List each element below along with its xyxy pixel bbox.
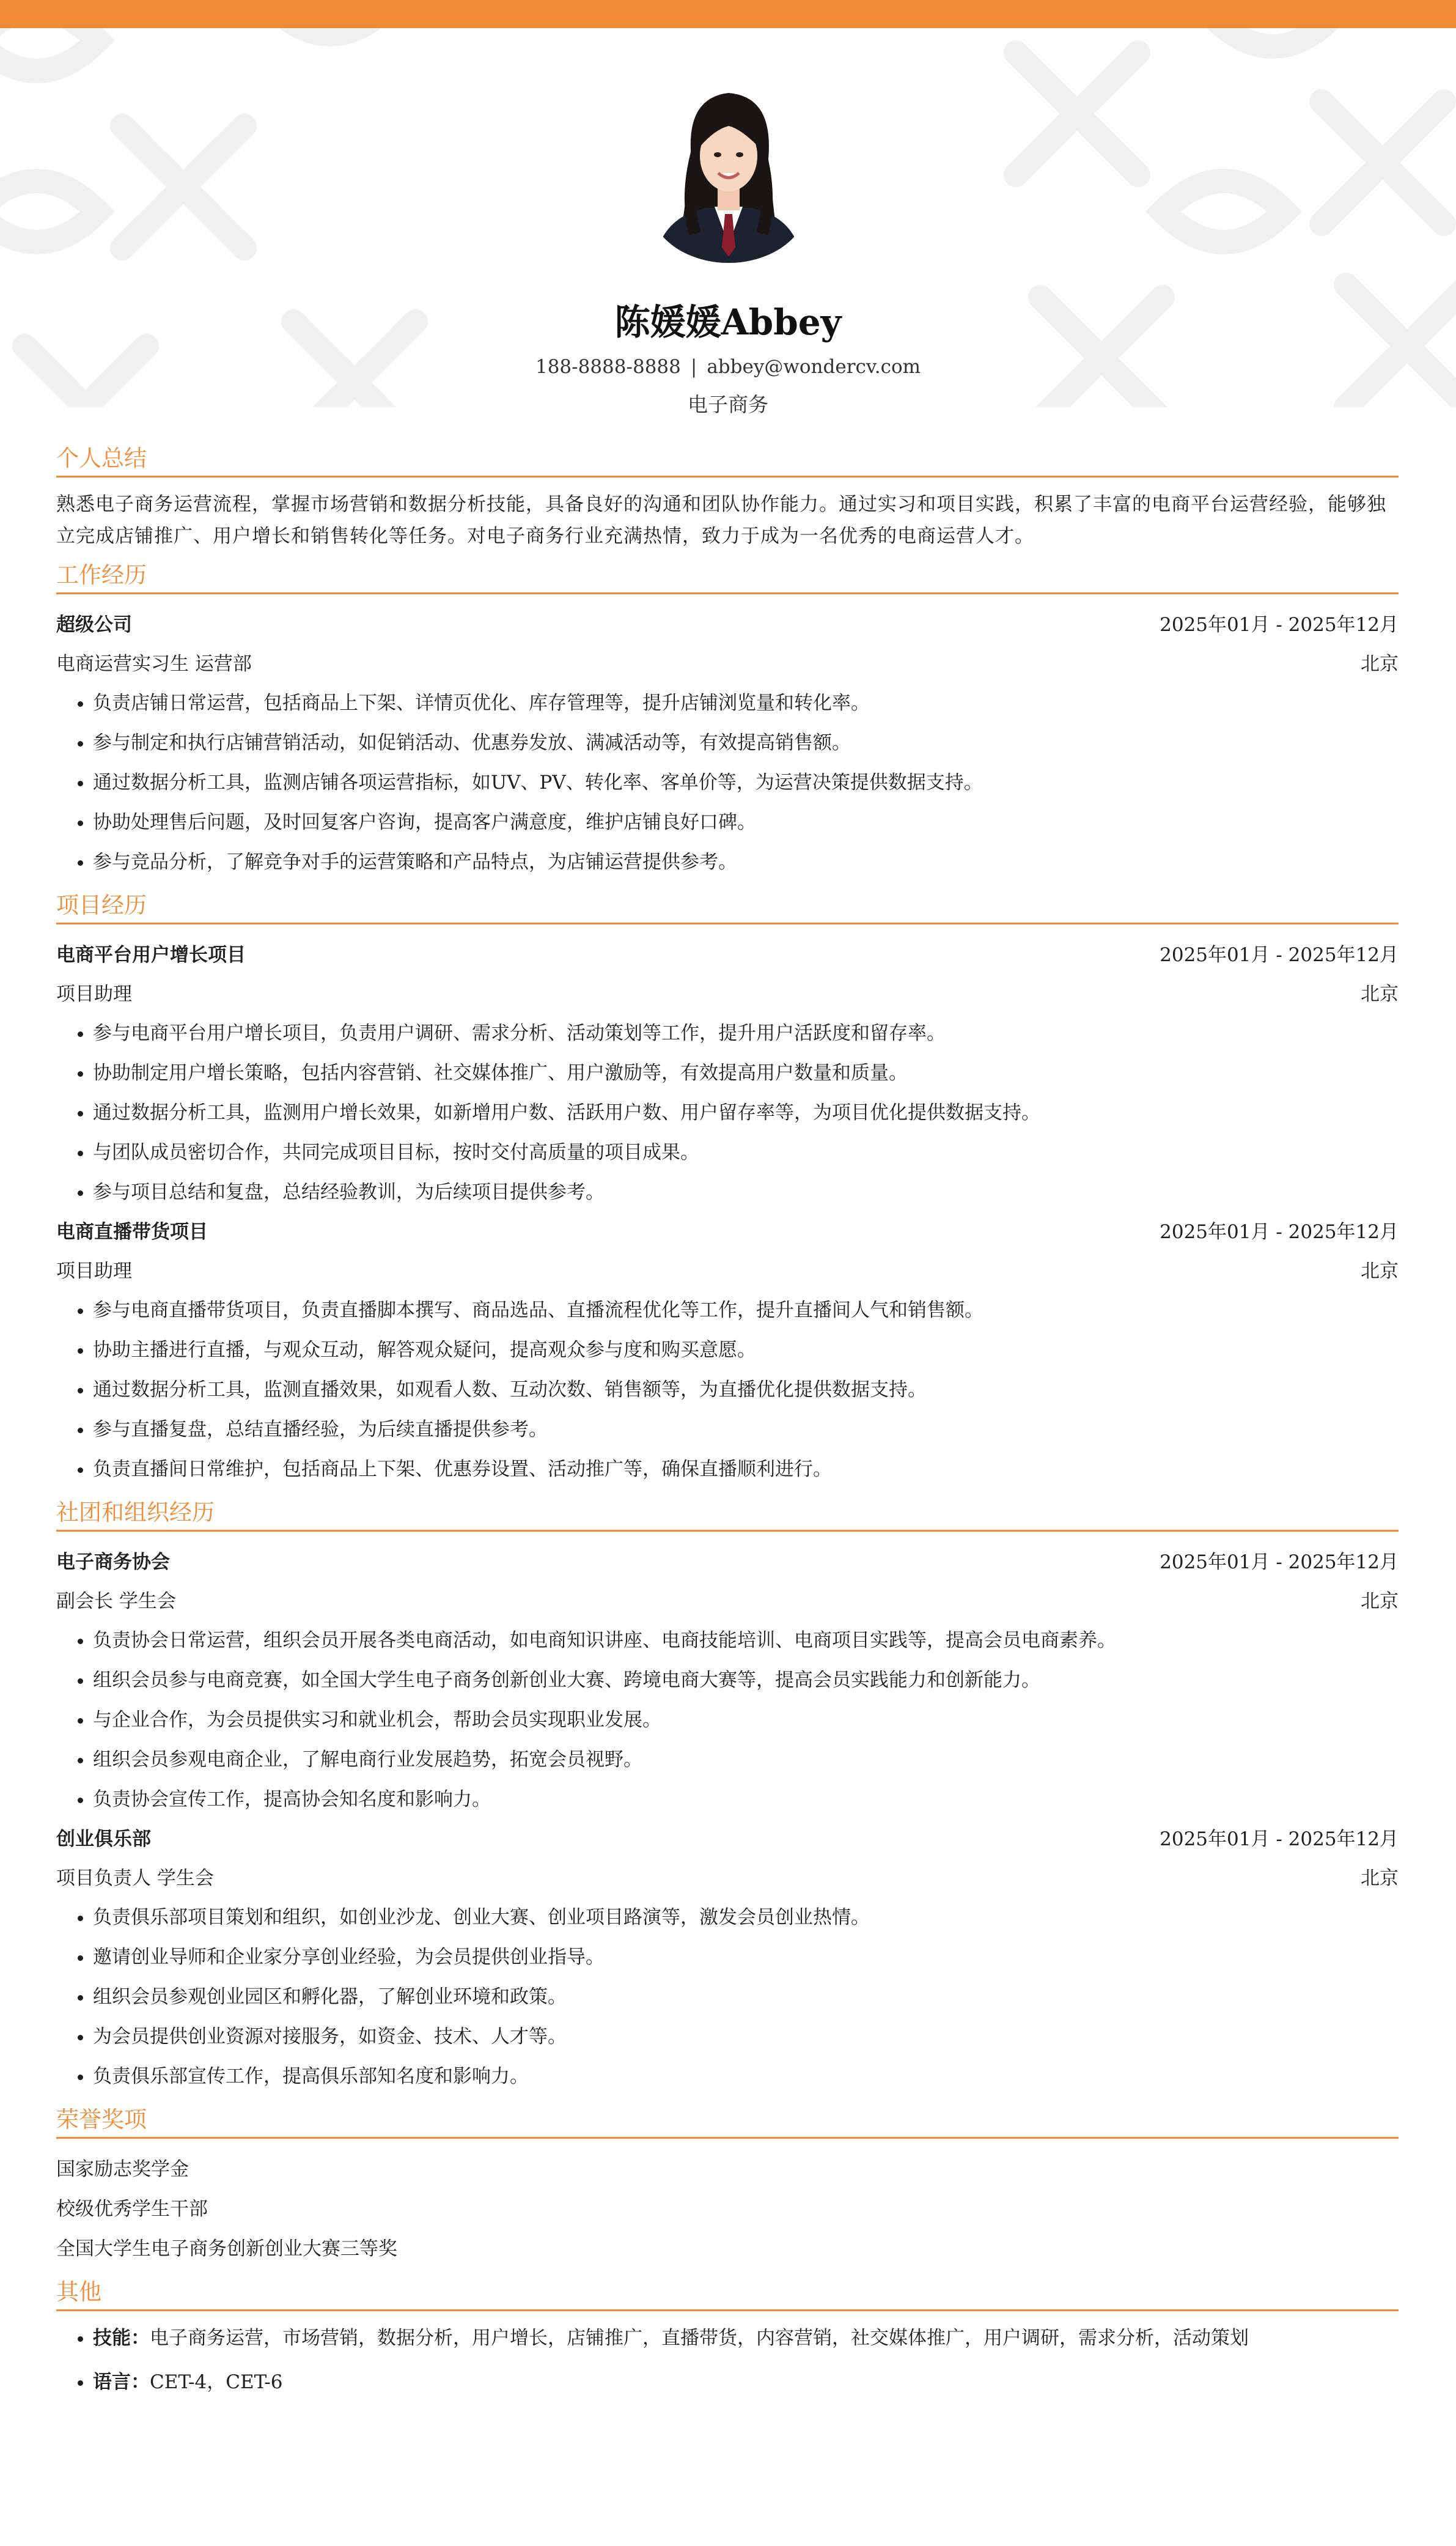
other-list bbox=[56, 2322, 1399, 2398]
work-entry bbox=[56, 605, 1399, 882]
bullet-item: • 为会员提供创业资源对接服务，如资金、技术、人才等。 bbox=[93, 2017, 1399, 2057]
resume-header bbox=[0, 0, 1456, 428]
bullet-item: • 与团队成员密切合作，共同完成项目目标，按时交付高质量的项目成果。 bbox=[93, 1133, 1399, 1173]
summary-text: 熟悉电子商务运营流程，掌握市场营销和数据分析技能，具备良好的沟通和团队协作能力。通过实习和项目实践，积累了丰富的电商平台运营经验，能够独立完成店铺推广、用户增长和销售转化等任务。对电子商务行业充满热情，致力于成为一名优秀的电商运营人才。 bbox=[56, 493, 1386, 547]
bullet-item: • 负责协会日常运营，组织会员开展各类电商活动，如电商知识讲座、电商技能培训、电商项目实践等，提高会员电商素养。 bbox=[93, 1621, 1399, 1661]
language-item bbox=[93, 2366, 1399, 2398]
awards-list bbox=[56, 2150, 1399, 2269]
bullet-item: • 负责俱乐部宣传工作，提高俱乐部知名度和影响力。 bbox=[93, 2057, 1399, 2097]
bullet-item: • 参与电商平台用户增长项目，负责用户调研、需求分析、活动策划等工作，提升用户活跃度和留存率。 bbox=[93, 1014, 1399, 1053]
project-entry bbox=[56, 1212, 1399, 1489]
entry-location: 北京 bbox=[1361, 983, 1399, 1005]
bullet-item: • 负责俱乐部项目策划和组织，如创业沙龙、创业大赛、创业项目路演等，激发会员创业热情。 bbox=[93, 1898, 1399, 1938]
award-item: 校级优秀学生干部 bbox=[56, 2198, 208, 2220]
bullet-item: • 协助处理售后问题，及时回复客户咨询，提高客户满意度，维护店铺良好口碑。 bbox=[93, 803, 1399, 843]
section-title-awards: 荣誉奖项 bbox=[56, 2103, 1399, 2139]
entry-date: 2025年01月 - 2025年12月 bbox=[1160, 1551, 1399, 1573]
bullet-item: • 参与竞品分析，了解竞争对手的运营策略和产品特点，为店铺运营提供参考。 bbox=[93, 843, 1399, 882]
section-title-projects: 项目经历 bbox=[56, 888, 1399, 924]
entry-subheader bbox=[56, 1582, 1399, 1621]
bullet-item: • 参与直播复盘，总结直播经验，为后续直播提供参考。 bbox=[93, 1410, 1399, 1450]
entry-bullets bbox=[56, 684, 1399, 882]
language-text: CET-4，CET-6 bbox=[150, 2371, 283, 2393]
section-title-summary: 个人总结 bbox=[56, 441, 1399, 478]
bullet-item: • 协助主播进行直播，与观众互动，解答观众疑问，提高观众参与度和购买意愿。 bbox=[93, 1330, 1399, 1370]
skills-label: 技能： bbox=[93, 2327, 150, 2349]
entry-header bbox=[56, 935, 1399, 975]
section-title-work: 工作经历 bbox=[56, 558, 1399, 594]
club-entry bbox=[56, 1543, 1399, 1820]
award-item: 全国大学生电子商务创新创业大赛三等奖 bbox=[56, 2238, 397, 2260]
entry-header bbox=[56, 605, 1399, 644]
contact-separator: | bbox=[690, 356, 697, 378]
bullet-item: • 参与电商直播带货项目，负责直播脚本撰写、商品选品、直播流程优化等工作，提升直播间人气和销售额。 bbox=[93, 1291, 1399, 1330]
project-entry bbox=[56, 935, 1399, 1212]
bullet-item: • 参与制定和执行店铺营销活动，如促销活动、优惠券发放、满减活动等，有效提高销售额。 bbox=[93, 723, 1399, 763]
entry-organization: 电商平台用户增长项目 bbox=[56, 944, 246, 966]
bullet-item: • 负责店铺日常运营，包括商品上下架、详情页优化、库存管理等，提升店铺浏览量和转化率。 bbox=[93, 684, 1399, 723]
bullet-item: • 协助制定用户增长策略，包括内容营销、社交媒体推广、用户激励等，有效提高用户数量和质量。 bbox=[93, 1053, 1399, 1093]
bullet-item: • 通过数据分析工具，监测店铺各项运营指标，如UV、PV、转化率、客单价等，为运营决策提供数据支持。 bbox=[93, 763, 1399, 803]
entry-bullets bbox=[56, 1898, 1399, 2097]
entry-location: 北京 bbox=[1361, 1867, 1399, 1889]
entry-subheader bbox=[56, 1859, 1399, 1898]
entry-header bbox=[56, 1212, 1399, 1252]
phone-number: 188-8888-8888 bbox=[535, 356, 681, 378]
entry-organization: 电子商务协会 bbox=[56, 1551, 170, 1573]
award-item: 国家励志奖学金 bbox=[56, 2158, 189, 2180]
candidate-name: 陈媛媛Abbey bbox=[614, 301, 842, 343]
entry-bullets bbox=[56, 1291, 1399, 1489]
avatar-photo-icon bbox=[649, 86, 809, 263]
entry-role: 项目助理 bbox=[56, 1260, 132, 1282]
bullet-item: • 组织会员参观电商企业，了解电商行业发展趋势，拓宽会员视野。 bbox=[93, 1740, 1399, 1780]
bullet-item: • 组织会员参与电商竞赛，如全国大学生电子商务创新创业大赛、跨境电商大赛等，提高会员实践能力和创新能力。 bbox=[93, 1661, 1399, 1700]
contact-line bbox=[0, 356, 1456, 378]
entry-subheader bbox=[56, 644, 1399, 684]
entry-date: 2025年01月 - 2025年12月 bbox=[1160, 614, 1399, 636]
email-address: abbey@wondercv.com bbox=[707, 356, 921, 378]
target-role: 电子商务 bbox=[688, 393, 768, 416]
skills-text: 电子商务运营，市场营销，数据分析，用户增长，店铺推广，直播带货，内容营销，社交媒体推广，用户调研，需求分析，活动策划 bbox=[150, 2327, 1249, 2349]
section-title-clubs: 社团和组织经历 bbox=[56, 1496, 1399, 1532]
entry-subheader bbox=[56, 1252, 1399, 1291]
entry-subheader bbox=[56, 975, 1399, 1014]
resume-body bbox=[56, 435, 1399, 2410]
bullet-item: • 与企业合作，为会员提供实习和就业机会，帮助会员实现职业发展。 bbox=[93, 1700, 1399, 1740]
entry-location: 北京 bbox=[1361, 1260, 1399, 1282]
entry-organization: 电商直播带货项目 bbox=[56, 1221, 208, 1243]
section-title-other: 其他 bbox=[56, 2275, 1399, 2311]
entry-header bbox=[56, 1543, 1399, 1582]
entry-location: 北京 bbox=[1361, 1590, 1399, 1612]
entry-header bbox=[56, 1820, 1399, 1859]
entry-date: 2025年01月 - 2025年12月 bbox=[1160, 1828, 1399, 1850]
entry-date: 2025年01月 - 2025年12月 bbox=[1160, 1221, 1399, 1243]
entry-organization: 超级公司 bbox=[56, 614, 132, 636]
entry-role: 电商运营实习生 运营部 bbox=[56, 653, 252, 675]
entry-organization: 创业俱乐部 bbox=[56, 1828, 151, 1850]
entry-date: 2025年01月 - 2025年12月 bbox=[1160, 944, 1399, 966]
entry-role: 项目助理 bbox=[56, 983, 132, 1005]
entry-bullets bbox=[56, 1621, 1399, 1820]
bullet-item: • 通过数据分析工具，监测用户增长效果，如新增用户数、活跃用户数、用户留存率等，为项目优化提供数据支持。 bbox=[93, 1093, 1399, 1133]
bullet-item: • 通过数据分析工具，监测直播效果，如观看人数、互动次数、销售额等，为直播优化提供数据支持。 bbox=[93, 1370, 1399, 1410]
bullet-item: • 组织会员参观创业园区和孵化器，了解创业环境和政策。 bbox=[93, 1977, 1399, 2017]
bullet-item: • 负责协会宣传工作，提高协会知名度和影响力。 bbox=[93, 1780, 1399, 1820]
entry-location: 北京 bbox=[1361, 653, 1399, 675]
entry-role: 项目负责人 学生会 bbox=[56, 1867, 214, 1889]
avatar bbox=[649, 86, 809, 263]
club-entry bbox=[56, 1820, 1399, 2097]
bullet-item: • 负责直播间日常维护，包括商品上下架、优惠券设置、活动推广等，确保直播顺利进行。 bbox=[93, 1450, 1399, 1489]
entry-bullets bbox=[56, 1014, 1399, 1212]
bullet-item: • 参与项目总结和复盘，总结经验教训，为后续项目提供参考。 bbox=[93, 1173, 1399, 1212]
bullet-item: • 邀请创业导师和企业家分享创业经验，为会员提供创业指导。 bbox=[93, 1938, 1399, 1977]
language-label: 语言： bbox=[93, 2371, 150, 2393]
entry-role: 副会长 学生会 bbox=[56, 1590, 176, 1612]
skills-item bbox=[93, 2322, 1399, 2354]
